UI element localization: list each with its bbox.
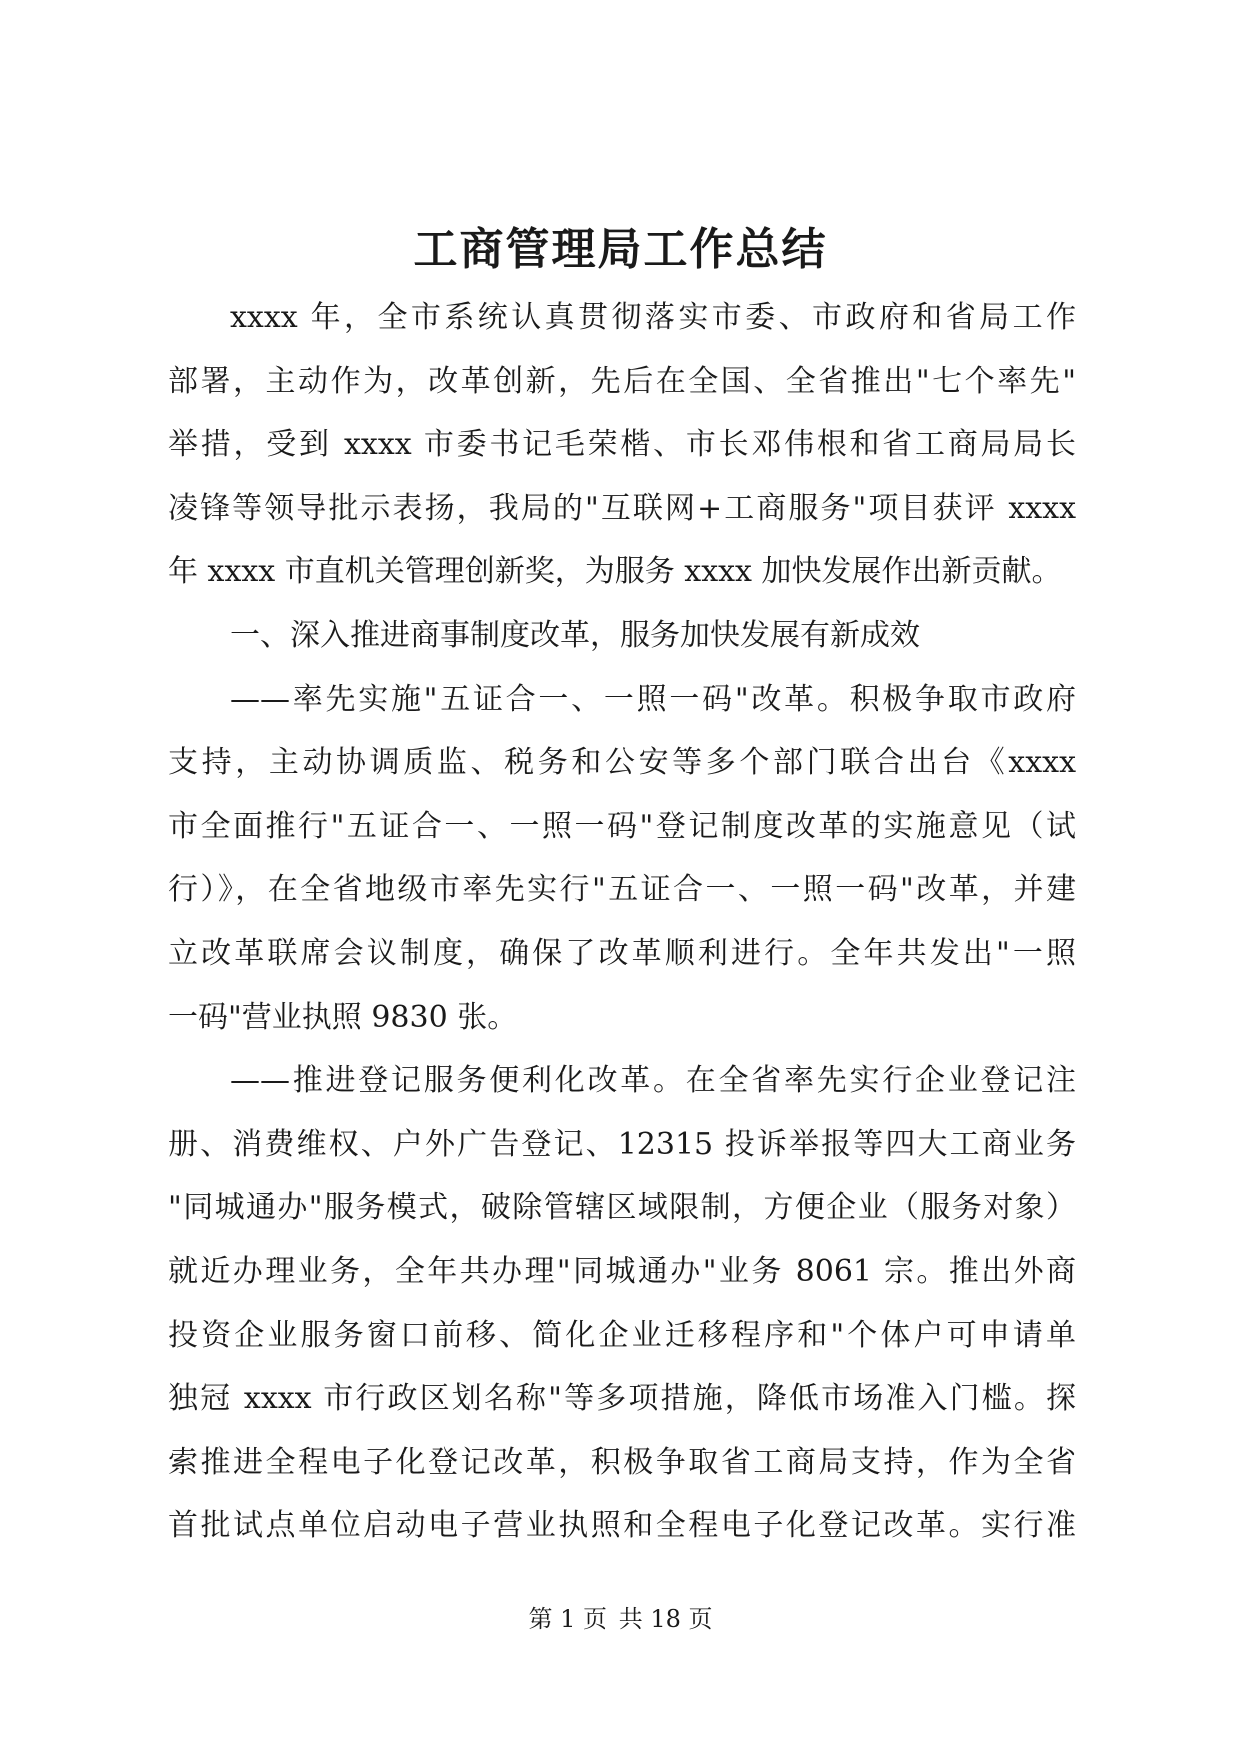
- text-line: 首批试点单位启动电子营业执照和全程电子化登记改革。实行准: [168, 1508, 1076, 1544]
- text-line: 市全面推行"五证合一、一照一码"登记制度改革的实施意见（试: [168, 808, 1076, 844]
- page-total: 共 18 页: [618, 1605, 713, 1633]
- text-line: "同城通办"服务模式，破除管辖区域限制，方便企业（服务对象）: [168, 1190, 1076, 1226]
- text-line: ——推进登记服务便利化改革。在全省率先实行企业登记注: [230, 1063, 1076, 1099]
- text-line: ——率先实施"五证合一、一照一码"改革。积极争取市政府: [230, 681, 1076, 717]
- text-line: 年 xxxx 市直机关管理创新奖，为服务 xxxx 加快发展作出新贡献。: [168, 554, 1062, 590]
- text-line: 行）》，在全省地级市率先实行"五证合一、一照一码"改革，并建: [168, 872, 1076, 908]
- text-line: 投资企业服务窗口前移、简化企业迁移程序和"个体户可申请单: [168, 1317, 1076, 1353]
- page-number: 第 1 页: [528, 1605, 608, 1633]
- text-line: 举措，受到 xxxx 市委书记毛荣楷、市长邓伟根和省工商局局长: [168, 427, 1076, 463]
- text-line: 独冠 xxxx 市行政区划名称"等多项措施，降低市场准入门槛。探: [168, 1381, 1076, 1417]
- text-line: 一、深入推进商事制度改革，服务加快发展有新成效: [230, 617, 920, 653]
- text-line: 支持，主动协调质监、税务和公安等多个部门联合出台《xxxx: [168, 745, 1076, 781]
- text-line: 就近办理业务，全年共办理"同城通办"业务 8061 宗。推出外商: [168, 1253, 1076, 1289]
- document-body: [168, 286, 1076, 1558]
- text-line: 部署，主动作为，改革创新，先后在全国、全省推出"七个率先": [168, 363, 1076, 399]
- page-footer: [0, 1603, 1241, 1635]
- text-line: 凌锋等领导批示表扬，我局的"互联网+工商服务"项目获评 xxxx: [168, 490, 1076, 526]
- document-title: 工商管理局工作总结: [413, 224, 828, 275]
- text-line: 索推进全程电子化登记改革，积极争取省工商局支持，作为全省: [168, 1444, 1076, 1480]
- text-line: xxxx 年，全市系统认真贯彻落实市委、市政府和省局工作: [230, 300, 1076, 335]
- text-line: 一码"营业执照 9830 张。: [168, 999, 518, 1035]
- text-line: 册、消费维权、户外广告登记、12315 投诉举报等四大工商业务: [168, 1126, 1076, 1162]
- text-line: 立改革联席会议制度，确保了改革顺利进行。全年共发出"一照: [168, 935, 1076, 971]
